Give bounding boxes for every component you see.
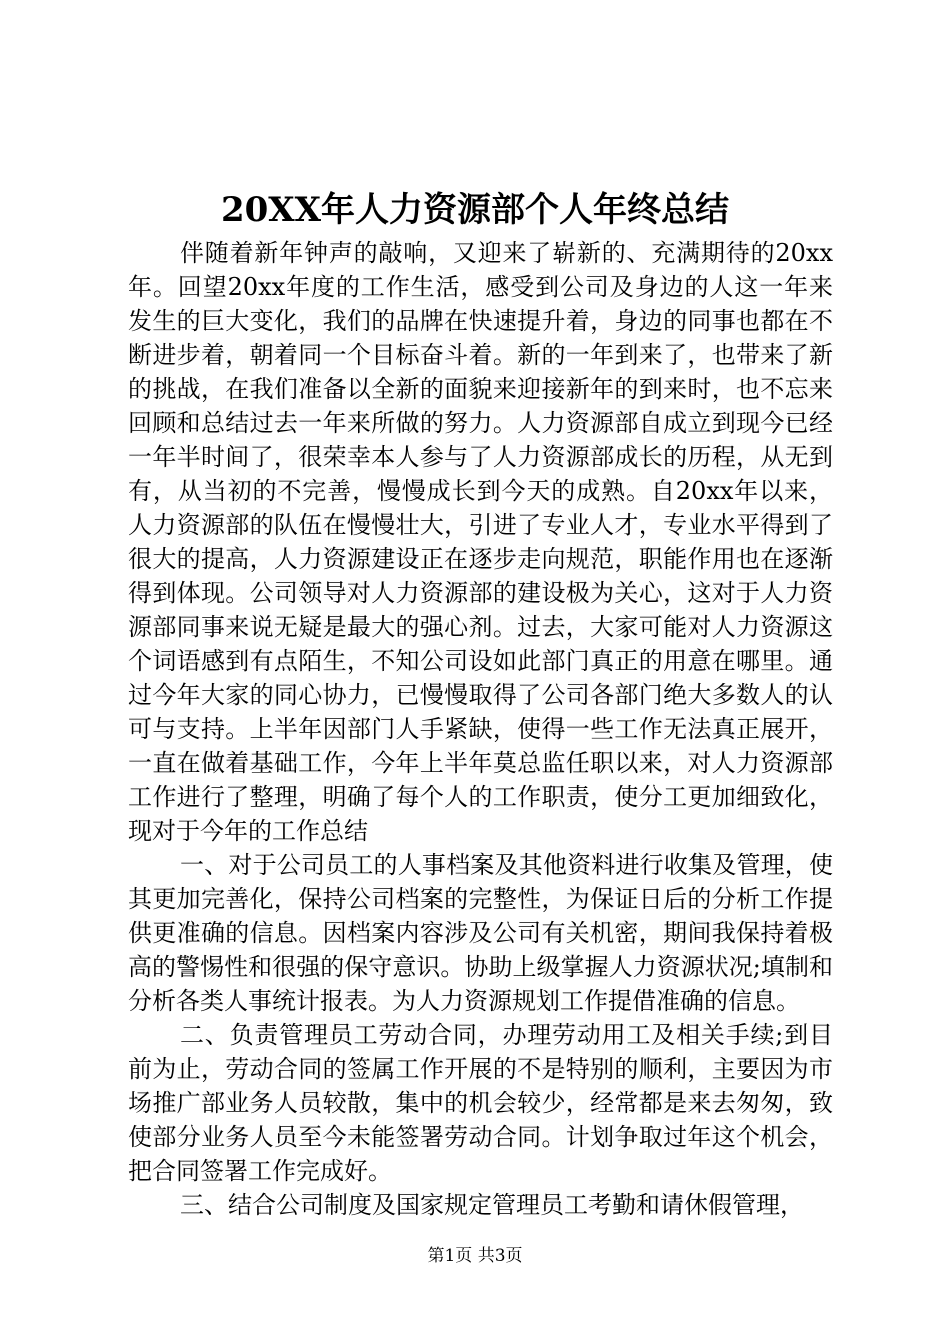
document-title: 20XX年人力资源部个人年终总结 [220,190,730,230]
page-footer: 第1页 共3页 [427,1246,523,1266]
paragraph-section-2: 二、负责管理员工劳动合同，办理劳动用工及相关手续;到目前为止，劳动合同的签属工作开展的不是特别的顺利，主要因为市场推广部业务人员较散，集中的机会较少，经常都是来去匆匆，致使部分业务人员至今未能签署劳动合同。计划争取过年这个机会，把合同签署工作完成好。 [128,1021,833,1185]
paragraph-section-3: 三、结合公司制度及国家规定管理员工考勤和请休假管理， [180,1191,804,1219]
paragraph-section-1: 一、对于公司员工的人事档案及其他资料进行收集及管理，使其更加完善化，保持公司档案的完整性，为保证日后的分析工作提供更准确的信息。因档案内容涉及公司有关机密，期间我保持着极高的警惕性和很强的保守意识。协助上级掌握人力资源状况;填制和分析各类人事统计报表。为人力资源规划工作提借准确的信息。 [128,851,833,1015]
document-body [128,236,833,1222]
paragraph-intro: 伴随着新年钟声的敲响，又迎来了崭新的、充满期待的20xx年。回望20xx年度的工作生活，感受到公司及身边的人这一年来发生的巨大变化，我们的品牌在快速提升着，身边的同事也都在不断进步着，朝着同一个目标奋斗着。新的一年到来了，也带来了新的挑战，在我们准备以全新的面貌来迎接新年的到来时，也不忘来回顾和总结过去一年来所做的努力。人力资源部自成立到现今已经一年半时间了，很荣幸本人参与了人力资源部成长的历程，从无到有，从当初的不完善，慢慢成长到今天的成熟。自20xx年以来，人力资源部的队伍在慢慢壮大，引进了专业人才，专业水平得到了很大的提高，人力资源建设正在逐步走向规范，职能作用也在逐渐得到体现。公司领导对人力资源部的建设极为关心，这对于人力资源部同事来说无疑是最大的强心剂。过去，大家可能对人力资源这个词语感到有点陌生，不知公司设如此部门真正的用意在哪里。通过今年大家的同心协力，已慢慢取得了公司各部门绝大多数人的认可与支持。上半年因部门人手紧缺，使得一些工作无法真正展开，一直在做着基础工作，今年上半年莫总监任职以来，对人力资源部工作进行了整理，明确了每个人的工作职责，使分工更加细致化，现对于今年的工作总结 [128,239,833,845]
